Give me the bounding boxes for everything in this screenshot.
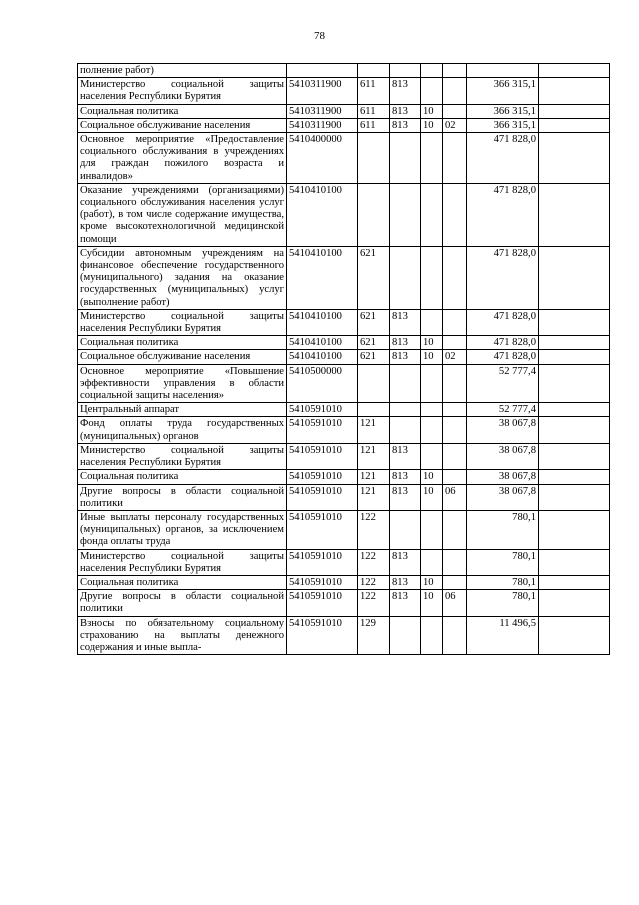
section-code xyxy=(421,549,443,575)
ministry-code: 813 xyxy=(390,350,421,364)
expense-type: 122 xyxy=(358,549,390,575)
amount: 52 777,4 xyxy=(467,364,539,403)
section-code xyxy=(421,443,443,469)
subsection-code: 02 xyxy=(443,350,467,364)
target-code: 5410311900 xyxy=(287,78,358,104)
target-code: 5410311900 xyxy=(287,104,358,118)
row-name: Социальная политика xyxy=(78,470,287,484)
section-code: 10 xyxy=(421,484,443,510)
expense-type xyxy=(358,64,390,78)
empty-column xyxy=(539,484,610,510)
expense-type xyxy=(358,133,390,184)
table-row xyxy=(78,590,610,616)
empty-column xyxy=(539,133,610,184)
subsection-code xyxy=(443,510,467,549)
ministry-code: 813 xyxy=(390,309,421,335)
ministry-code xyxy=(390,364,421,403)
section-code xyxy=(421,183,443,246)
section-code xyxy=(421,64,443,78)
target-code xyxy=(287,64,358,78)
subsection-code xyxy=(443,183,467,246)
empty-column xyxy=(539,246,610,309)
ministry-code: 813 xyxy=(390,78,421,104)
amount: 38 067,8 xyxy=(467,417,539,443)
row-name: Социальная политика xyxy=(78,336,287,350)
target-code: 5410591010 xyxy=(287,417,358,443)
subsection-code xyxy=(443,470,467,484)
subsection-code xyxy=(443,246,467,309)
subsection-code xyxy=(443,549,467,575)
ministry-code xyxy=(390,246,421,309)
subsection-code xyxy=(443,575,467,589)
empty-column xyxy=(539,470,610,484)
expense-type: 611 xyxy=(358,118,390,132)
amount: 38 067,8 xyxy=(467,470,539,484)
table-row xyxy=(78,118,610,132)
target-code: 5410410100 xyxy=(287,183,358,246)
subsection-code xyxy=(443,104,467,118)
empty-column xyxy=(539,590,610,616)
ministry-code: 813 xyxy=(390,470,421,484)
ministry-code: 813 xyxy=(390,590,421,616)
row-name: Социальное обслуживание населения xyxy=(78,350,287,364)
row-name: Фонд оплаты труда государственных (муниципальных) органов xyxy=(78,417,287,443)
amount: 471 828,0 xyxy=(467,336,539,350)
empty-column xyxy=(539,443,610,469)
table-row xyxy=(78,64,610,78)
subsection-code xyxy=(443,417,467,443)
subsection-code xyxy=(443,64,467,78)
expense-type: 121 xyxy=(358,443,390,469)
empty-column xyxy=(539,104,610,118)
subsection-code: 02 xyxy=(443,118,467,132)
section-code: 10 xyxy=(421,590,443,616)
section-code: 10 xyxy=(421,336,443,350)
expense-type: 121 xyxy=(358,470,390,484)
target-code: 5410591010 xyxy=(287,590,358,616)
ministry-code: 813 xyxy=(390,104,421,118)
amount: 471 828,0 xyxy=(467,350,539,364)
amount: 780,1 xyxy=(467,590,539,616)
subsection-code xyxy=(443,443,467,469)
row-name: Основное мероприятие «Предоставление социального обслуживания в учреждениях для граждан пожилого возраста и инвалидов» xyxy=(78,133,287,184)
subsection-code xyxy=(443,78,467,104)
amount: 780,1 xyxy=(467,510,539,549)
expense-type: 122 xyxy=(358,590,390,616)
page-number: 78 xyxy=(314,30,325,42)
target-code: 5410400000 xyxy=(287,133,358,184)
section-code xyxy=(421,417,443,443)
row-name: Субсидии автономным учреждениям на финансовое обеспечение государственного (муниципального) задания на оказание государственных (муниципальных) услуг (выполнение работ) xyxy=(78,246,287,309)
empty-column xyxy=(539,78,610,104)
target-code: 5410410100 xyxy=(287,309,358,335)
row-name: Иные выплаты персоналу государственных (муниципальных) органов, за исключением фонда оплаты труда xyxy=(78,510,287,549)
expense-type: 611 xyxy=(358,78,390,104)
empty-column xyxy=(539,336,610,350)
target-code: 5410591010 xyxy=(287,549,358,575)
section-code xyxy=(421,133,443,184)
target-code: 5410591010 xyxy=(287,470,358,484)
table-row xyxy=(78,336,610,350)
empty-column xyxy=(539,575,610,589)
row-name: Социальная политика xyxy=(78,104,287,118)
row-name: Министерство социальной защиты населения Республики Бурятия xyxy=(78,309,287,335)
table-row xyxy=(78,510,610,549)
expense-type: 122 xyxy=(358,510,390,549)
subsection-code xyxy=(443,336,467,350)
section-code: 10 xyxy=(421,470,443,484)
empty-column xyxy=(539,64,610,78)
table-row xyxy=(78,403,610,417)
row-name: Социальное обслуживание населения xyxy=(78,118,287,132)
expense-type: 621 xyxy=(358,309,390,335)
expense-type: 621 xyxy=(358,350,390,364)
amount: 11 496,5 xyxy=(467,616,539,655)
subsection-code xyxy=(443,133,467,184)
row-name: Другие вопросы в области социальной политики xyxy=(78,590,287,616)
table-row xyxy=(78,616,610,655)
amount: 52 777,4 xyxy=(467,403,539,417)
empty-column xyxy=(539,549,610,575)
target-code: 5410311900 xyxy=(287,118,358,132)
amount: 471 828,0 xyxy=(467,133,539,184)
empty-column xyxy=(539,118,610,132)
expense-type: 621 xyxy=(358,336,390,350)
table-row xyxy=(78,549,610,575)
amount: 366 315,1 xyxy=(467,118,539,132)
section-code: 10 xyxy=(421,575,443,589)
ministry-code xyxy=(390,183,421,246)
empty-column xyxy=(539,183,610,246)
expense-type xyxy=(358,403,390,417)
amount: 471 828,0 xyxy=(467,309,539,335)
empty-column xyxy=(539,364,610,403)
budget-table xyxy=(77,63,610,655)
ministry-code xyxy=(390,616,421,655)
empty-column xyxy=(539,403,610,417)
row-name: полнение работ) xyxy=(78,64,287,78)
table-row xyxy=(78,364,610,403)
section-code: 10 xyxy=(421,104,443,118)
ministry-code xyxy=(390,417,421,443)
ministry-code: 813 xyxy=(390,484,421,510)
row-name: Министерство социальной защиты населения Республики Бурятия xyxy=(78,443,287,469)
table-row xyxy=(78,575,610,589)
row-name: Оказание учреждениями (организациями) социального обслуживания населения услуг (работ), в том числе содержание имущества, кроме высокотехнологичной медицинской помощи xyxy=(78,183,287,246)
expense-type: 121 xyxy=(358,484,390,510)
table-row xyxy=(78,484,610,510)
table-row xyxy=(78,183,610,246)
section-code xyxy=(421,510,443,549)
amount: 780,1 xyxy=(467,549,539,575)
subsection-code xyxy=(443,403,467,417)
subsection-code xyxy=(443,616,467,655)
expense-type: 621 xyxy=(358,246,390,309)
expense-type: 611 xyxy=(358,104,390,118)
ministry-code xyxy=(390,510,421,549)
expense-type: 121 xyxy=(358,417,390,443)
empty-column xyxy=(539,417,610,443)
amount: 780,1 xyxy=(467,575,539,589)
table-row xyxy=(78,78,610,104)
target-code: 5410591010 xyxy=(287,443,358,469)
row-name: Социальная политика xyxy=(78,575,287,589)
table-row xyxy=(78,417,610,443)
row-name: Другие вопросы в области социальной политики xyxy=(78,484,287,510)
table-row xyxy=(78,470,610,484)
section-code xyxy=(421,364,443,403)
amount: 471 828,0 xyxy=(467,246,539,309)
section-code xyxy=(421,616,443,655)
amount: 38 067,8 xyxy=(467,484,539,510)
target-code: 5410591010 xyxy=(287,575,358,589)
expense-type: 122 xyxy=(358,575,390,589)
expense-type xyxy=(358,364,390,403)
section-code xyxy=(421,246,443,309)
ministry-code: 813 xyxy=(390,336,421,350)
row-name: Центральный аппарат xyxy=(78,403,287,417)
table-row xyxy=(78,309,610,335)
ministry-code xyxy=(390,133,421,184)
table-row xyxy=(78,133,610,184)
amount: 38 067,8 xyxy=(467,443,539,469)
row-name: Министерство социальной защиты населения Республики Бурятия xyxy=(78,549,287,575)
subsection-code xyxy=(443,364,467,403)
ministry-code xyxy=(390,64,421,78)
target-code: 5410410100 xyxy=(287,350,358,364)
expense-type xyxy=(358,183,390,246)
subsection-code: 06 xyxy=(443,590,467,616)
row-name: Основное мероприятие «Повышение эффективности управления в области социальной защиты населения» xyxy=(78,364,287,403)
ministry-code xyxy=(390,403,421,417)
empty-column xyxy=(539,616,610,655)
section-code: 10 xyxy=(421,350,443,364)
empty-column xyxy=(539,350,610,364)
empty-column xyxy=(539,510,610,549)
table-row xyxy=(78,104,610,118)
amount: 366 315,1 xyxy=(467,104,539,118)
target-code: 5410591010 xyxy=(287,616,358,655)
empty-column xyxy=(539,309,610,335)
ministry-code: 813 xyxy=(390,575,421,589)
target-code: 5410410100 xyxy=(287,246,358,309)
table-row xyxy=(78,246,610,309)
target-code: 5410410100 xyxy=(287,336,358,350)
ministry-code: 813 xyxy=(390,118,421,132)
table-row xyxy=(78,443,610,469)
row-name: Министерство социальной защиты населения Республики Бурятия xyxy=(78,78,287,104)
target-code: 5410591010 xyxy=(287,403,358,417)
ministry-code: 813 xyxy=(390,549,421,575)
amount: 366 315,1 xyxy=(467,78,539,104)
section-code xyxy=(421,309,443,335)
target-code: 5410591010 xyxy=(287,510,358,549)
ministry-code: 813 xyxy=(390,443,421,469)
amount xyxy=(467,64,539,78)
target-code: 5410500000 xyxy=(287,364,358,403)
subsection-code xyxy=(443,309,467,335)
section-code xyxy=(421,403,443,417)
subsection-code: 06 xyxy=(443,484,467,510)
expense-type: 129 xyxy=(358,616,390,655)
table-row xyxy=(78,350,610,364)
row-name: Взносы по обязательному социальному страхованию на выплаты денежного содержания и иные выпла- xyxy=(78,616,287,655)
section-code xyxy=(421,78,443,104)
section-code: 10 xyxy=(421,118,443,132)
target-code: 5410591010 xyxy=(287,484,358,510)
amount: 471 828,0 xyxy=(467,183,539,246)
